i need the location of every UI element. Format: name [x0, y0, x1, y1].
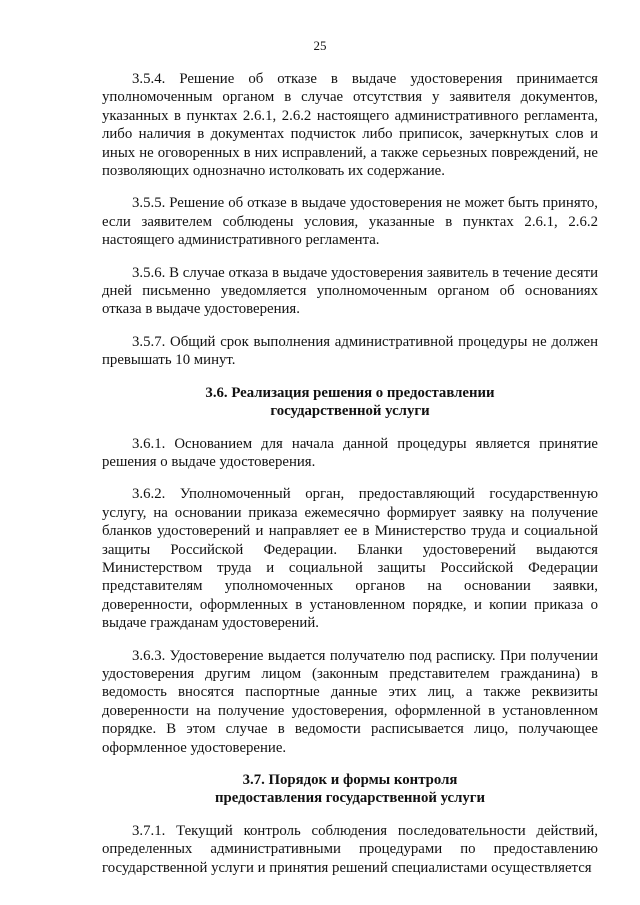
paragraph-3-6-2: 3.6.2. Уполномоченный орган, предоставляющий государственную услугу, на основании приказа ежемесячно формирует заявку на получение бланков удостоверений и направляет ее в Министерство труда и социальной защиты Российской Федерации. Бланки удостоверений выдаются Министерством труда и социальной защиты Российской Федерации представителям уполномоченных органов на основании заявки, доверенности, оформленных в установленном порядке, и копии приказа о выдаче гражданам удостоверений. [102, 486, 598, 632]
paragraph-3-5-5: 3.5.5. Решение об отказе в выдаче удостоверения не может быть принято, если заявителем соблюдены условия, указанные в пунктах 2.6.1, 2.6.2 настоящего административного регламента. [102, 195, 598, 249]
page-number: 25 [313, 38, 327, 53]
section-heading-3-6 [102, 384, 598, 421]
paragraph-3-6-3: 3.6.3. Удостоверение выдается получателю под расписку. При получении удостоверения другим лицом (законным представителем гражданина) в ведомость вносятся паспортные данные этих лиц, а также реквизиты доверенности на получение удостоверения, оформленной в установленном порядке. В этом случае в ведомости расписывается лицо, получающее оформленное удостоверение. [102, 647, 598, 756]
paragraph-3-6-1: 3.6.1. Основанием для начала данной процедуры является принятие решения о выдаче удостоверения. [102, 435, 598, 470]
paragraph-3-5-4: 3.5.4. Решение об отказе в выдаче удостоверения принимается уполномоченным органом в случае отсутствия у заявителя документов, указанных в пунктах 2.6.1, 2.6.2 настоящего административного регламента, либо наличия в документах подчисток либо приписок, зачеркнутых слов и иных не оговоренных в них исправлений, а также серьезных повреждений, не позволяющих однозначно истолковать их содержание. [102, 71, 598, 180]
section-heading-3-6-line1: 3.6. Реализация решения о предоставлении [205, 384, 495, 401]
section-heading-3-7-line2: предоставления государственной услуги [214, 790, 486, 807]
section-heading-3-6-line2: государственной услуги [270, 403, 430, 420]
section-heading-3-7-line1: 3.7. Порядок и формы контроля [242, 772, 458, 788]
paragraph-3-5-7: 3.5.7. Общий срок выполнения административной процедуры не должен превышать 10 минут. [102, 333, 598, 369]
document-body [102, 70, 598, 877]
paragraph-3-7-1: 3.7.1. Текущий контроль соблюдения последовательности действий, определенных административными процедурами по предоставлению государственной услуги и принятия решений специалистами осуществляется [102, 822, 598, 876]
paragraph-3-5-6: 3.5.6. В случае отказа в выдаче удостоверения заявитель в течение десяти дней письменно уведомляется уполномоченным органом об основаниях отказа в выдаче удостоверения. [102, 264, 598, 318]
section-heading-3-7 [102, 771, 598, 808]
